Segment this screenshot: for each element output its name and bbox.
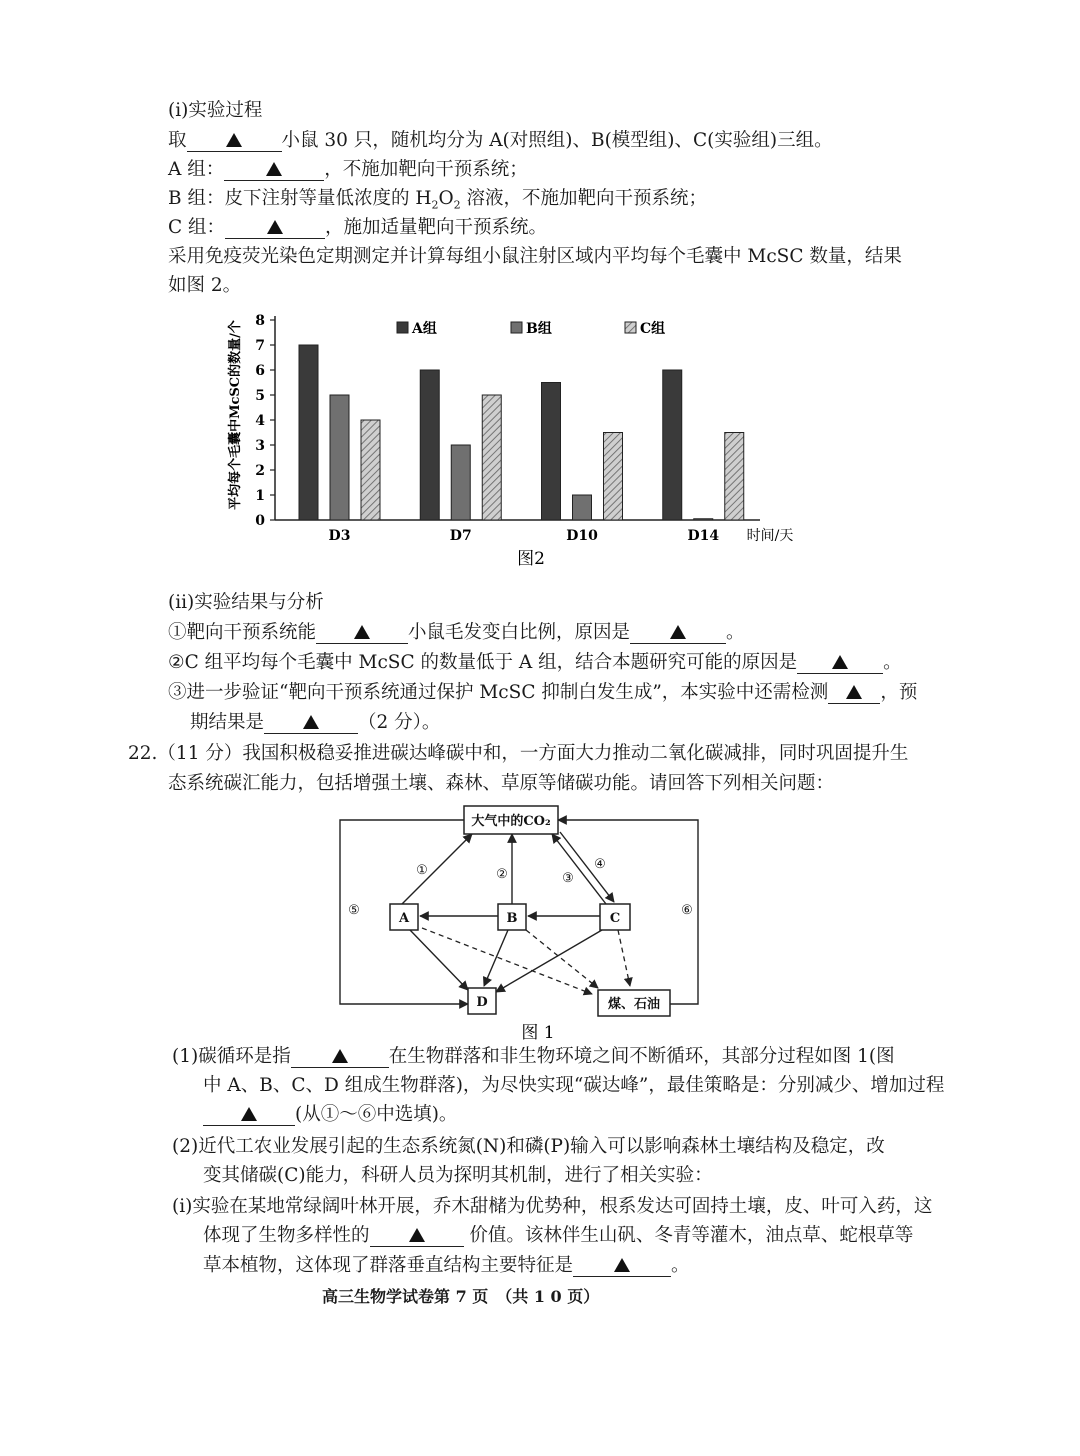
part1-line-3 — [203, 1102, 457, 1128]
part2-line-1: (2)近代工农业发展引起的生态系统氮(N)和磷(P)输入可以影响森林土壤结构及稳定，改 — [172, 1136, 885, 1157]
procedure-line-4 — [168, 215, 547, 241]
text: ，不施加靶向干预系统； — [324, 159, 528, 180]
y-tick-label: 2 — [255, 463, 265, 479]
legend-swatch — [511, 322, 522, 333]
label-3: ③ — [562, 871, 574, 886]
answer-blank[interactable] — [203, 1105, 295, 1126]
answer-blank[interactable] — [224, 160, 324, 181]
answer-blank[interactable] — [630, 623, 726, 644]
text: 。 — [883, 652, 902, 673]
x-axis-label: 时间/天 — [746, 528, 794, 544]
bar-d3-c — [361, 420, 380, 520]
bar-d14-b — [694, 519, 713, 520]
subscript: 2 — [453, 198, 461, 212]
node-a-label: A — [398, 911, 410, 926]
node-d-label: D — [476, 995, 488, 1010]
bar-d14-c — [725, 433, 744, 521]
triangle-icon — [267, 220, 283, 234]
text: A 组： — [168, 159, 225, 180]
text: 在生物群落和非生物环境之间不断循环，其部分过程如图 1(图 — [388, 1046, 895, 1067]
x-tick-label: D3 — [328, 528, 351, 544]
text: ，预 — [880, 682, 918, 703]
dashed-arrow-c-coal — [618, 930, 630, 986]
label-6: ⑥ — [681, 903, 693, 918]
text: (从①～⑥中选填)。 — [295, 1104, 458, 1125]
part2-line-5 — [203, 1253, 690, 1279]
y-tick-label: 7 — [255, 338, 265, 354]
text: (1)碳循环是指 — [172, 1046, 291, 1067]
y-tick-label: 6 — [255, 363, 265, 379]
result-q1 — [168, 620, 745, 646]
answer-blank[interactable] — [797, 653, 883, 674]
procedure-line-6: 如图 2。 — [168, 275, 242, 296]
part1-line-1 — [172, 1044, 895, 1070]
text: C 组： — [168, 217, 226, 238]
section-i-title: (i)实验过程 — [168, 100, 263, 121]
text: 溶液，不施加靶向干预系统； — [460, 188, 708, 209]
part2-line-3: (i)实验在某地常绿阔叶林开展，乔木甜槠为优势种，根系发达可固持土壤，皮、叶可入药，这 — [172, 1196, 933, 1217]
triangle-icon — [332, 1049, 348, 1063]
x-tick-label: D7 — [449, 528, 472, 544]
text: 小鼠 30 只，随机均分为 A(对照组)、B(模型组)、C(实验组)三组。 — [281, 130, 833, 151]
answer-blank[interactable] — [264, 713, 358, 734]
node-c-label: C — [609, 911, 621, 926]
legend-swatch — [625, 322, 636, 333]
y-tick-label: 5 — [255, 388, 265, 404]
text: 草本植物，这体现了群落垂直结构主要特征是 — [203, 1255, 574, 1276]
text: ③进一步验证“靶向干预系统通过保护 McSC 抑制白发生成”，本实验中还需检测 — [168, 682, 829, 703]
procedure-line-5: 采用免疫荧光染色定期测定并计算每组小鼠注射区域内平均每个毛囊中 McSC 数量，结果 — [168, 246, 902, 267]
bar-d7-b — [451, 445, 470, 520]
figure-1-carbon-cycle-diagram — [330, 798, 710, 1046]
arrow-4 — [560, 832, 614, 902]
triangle-icon — [226, 133, 242, 147]
page-footer: 高三生物学试卷第 7 页 （共 1 0 页） — [322, 1287, 600, 1306]
triangle-icon — [266, 162, 282, 176]
answer-blank[interactable] — [573, 1256, 671, 1277]
answer-blank[interactable] — [187, 131, 282, 152]
text: （11 分）我国积极稳妥推进碳达峰碳中和，一方面大力推动二氧化碳减排，同时巩固提升生 — [157, 743, 909, 764]
legend-label: B组 — [526, 321, 552, 337]
text: 。 — [726, 622, 745, 643]
dashed-arrow-a-coal — [422, 928, 592, 994]
bar-d7-c — [482, 395, 501, 520]
result-q3-cont — [190, 710, 440, 736]
triangle-icon — [832, 655, 848, 669]
legend-label: C组 — [640, 321, 666, 337]
bar-d3-b — [330, 395, 349, 520]
answer-blank[interactable] — [828, 683, 880, 704]
label-1: ① — [416, 863, 428, 878]
triangle-icon — [303, 715, 319, 729]
y-axis-label: 平均每个毛囊中McSC的数量/个 — [228, 320, 243, 510]
q22-line-1 — [128, 741, 908, 767]
triangle-icon — [241, 1107, 257, 1121]
part2-line-2: 变其储碳(C)能力，科研人员为探明其机制，进行了相关实验： — [203, 1165, 713, 1186]
coal-oil-label: 煤、石油 — [607, 997, 661, 1012]
answer-blank[interactable] — [370, 1226, 464, 1247]
text: 价值。该林伴生山矾、冬青等灌木，油点草、蛇根草等 — [463, 1225, 914, 1246]
q22-line-2: 态系统碳汇能力，包括增强土壤、森林、草原等储碳功能。请回答下列相关问题： — [168, 773, 835, 794]
section-ii-title: (ii)实验结果与分析 — [168, 592, 324, 613]
y-tick-label: 4 — [255, 413, 265, 429]
answer-blank[interactable] — [291, 1047, 389, 1068]
arrow-b-d — [484, 930, 508, 986]
part2-line-4 — [203, 1223, 913, 1249]
text: 期结果是 — [190, 712, 265, 733]
text: ②C 组平均每个毛囊中 McSC 的数量低于 A 组，结合本题研究可能的原因是 — [168, 652, 798, 673]
arrow-c-d — [496, 930, 602, 992]
y-tick-label: 8 — [255, 313, 265, 329]
text: 。 — [671, 1255, 690, 1276]
triangle-icon — [354, 625, 370, 639]
y-tick-label: 0 — [255, 513, 265, 529]
legend-swatch — [397, 322, 408, 333]
x-tick-label: D10 — [566, 528, 598, 544]
procedure-line-1 — [168, 128, 833, 154]
result-q2 — [168, 650, 902, 676]
arrow-a-d — [410, 930, 468, 990]
text: O — [438, 188, 454, 209]
bar-d10-c — [604, 433, 623, 521]
part1-line-2: 中 A、B、C、D 组成生物群落)，为尽快实现“碳达峰”，最佳策略是：分别减少、增加过程 — [203, 1075, 945, 1096]
chart-caption: 图2 — [517, 549, 545, 569]
x-tick-label: D14 — [687, 528, 720, 544]
answer-blank[interactable] — [316, 623, 408, 644]
answer-blank[interactable] — [225, 218, 325, 239]
text: 取 — [168, 130, 187, 151]
result-q3 — [168, 680, 917, 706]
text: 小鼠毛发变白比例，原因是 — [408, 622, 631, 643]
label-2: ② — [496, 867, 508, 882]
procedure-line-3 — [168, 186, 707, 219]
legend-label: A组 — [412, 321, 437, 337]
triangle-icon — [846, 685, 862, 699]
y-tick-label: 3 — [255, 438, 265, 454]
bar-d14-a — [663, 370, 682, 520]
figure-1-caption: 图 1 — [521, 1023, 555, 1043]
triangle-icon — [409, 1228, 425, 1242]
text: （2 分）。 — [358, 712, 441, 733]
label-5: ⑤ — [348, 903, 360, 918]
triangle-icon — [614, 1258, 630, 1272]
bar-d3-a — [299, 345, 318, 520]
label-4: ④ — [594, 857, 606, 872]
node-b-label: B — [506, 911, 518, 926]
triangle-icon — [670, 625, 686, 639]
bar-d10-a — [542, 383, 561, 521]
question-number: 22. — [128, 743, 158, 764]
subscript: 2 — [431, 198, 439, 212]
bar-d7-a — [420, 370, 439, 520]
co2-label: 大气中的CO₂ — [471, 814, 551, 829]
procedure-line-2 — [168, 157, 528, 183]
text: ①靶向干预系统能 — [168, 622, 317, 643]
text: 体现了生物多样性的 — [203, 1225, 370, 1246]
text: B 组：皮下注射等量低浓度的 H — [168, 188, 432, 209]
text: ，施加适量靶向干预系统。 — [325, 217, 548, 238]
arrow-1 — [402, 834, 472, 904]
y-tick-label: 1 — [255, 488, 265, 504]
bar-d10-b — [573, 495, 592, 520]
figure-2-bar-chart — [215, 300, 815, 572]
